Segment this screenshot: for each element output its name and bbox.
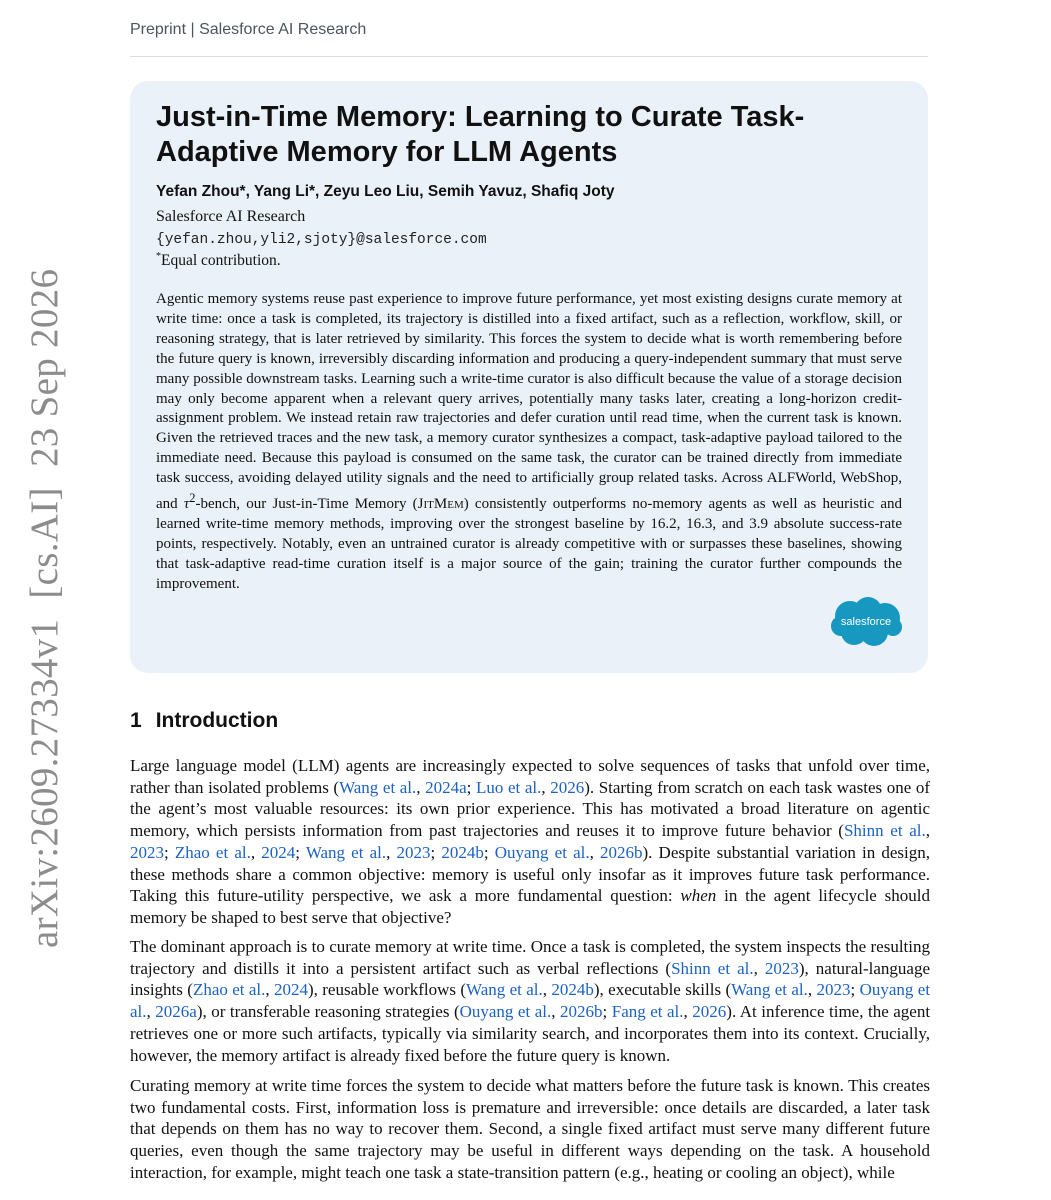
author-email[interactable]: {yefan.zhou,yli2,sjoty}@salesforce.com: [156, 232, 487, 248]
paper-title: Just-in-Time Memory: Learning to Curate Task-Adaptive Memory for LLM Agents: [156, 101, 805, 168]
citation-link[interactable]: Ouyang et al.: [494, 842, 590, 862]
citation-link[interactable]: 2023: [396, 842, 431, 862]
salesforce-cloud-logo: [828, 596, 904, 648]
citation-link[interactable]: 2024: [274, 980, 308, 1000]
citation-link[interactable]: 2026: [692, 1002, 727, 1022]
citation-link[interactable]: Wang et al.: [466, 980, 543, 1000]
citation-link[interactable]: Zhao et al.: [174, 842, 251, 862]
citation-link[interactable]: Wang et al.: [305, 842, 387, 862]
citation-link[interactable]: Luo et al.: [476, 777, 542, 797]
citation-link[interactable]: Wang et al.: [339, 777, 417, 797]
logo-wordmark: salesforce: [840, 616, 892, 628]
citation-link[interactable]: 2026b: [600, 842, 643, 862]
citation-link[interactable]: Zhao et al.: [192, 980, 266, 1000]
intro-paragraph-2: The dominant approach is to curate memory at write time. Once a task is completed, the system inspects the resulting trajectory and distills it into a persistent artifact such as verbal reflections (Shinn et al., 2023), natural-language insights (Zhao et al., 2024), reusable workflows (Wang et al., 2024b), executable skills (Wang et al., 2023; Ouyang et al., 2026a), or transferable reasoning strategies (Ouyang et al., 2026b; Fang et al., 2026). At inference time, the agent retrieves one or more such artifacts, typically via similarity search, and incorporates them into its context. Crucially, however, the memory artifact is already fixed before the future query is known.: [130, 937, 931, 1065]
affiliation: Salesforce AI Research: [156, 208, 306, 225]
abstract: Agentic memory systems reuse past experience to improve future performance, yet most existing designs curate memory at write time: once a task is completed, its trajectory is distilled into a fixed artifact, such as a reflection, workflow, skill, or reasoning strategy, that is later retrieved by similarity. This forces the system to decide what is worth remembering before the future query is known, irreversibly discarding information and producing a query-independent summary that must serve many possible downstream tasks. Learning such a write-time curator is also difficult because the value of a storage decision may only become apparent when a relevant query arrives, potentially many tasks later, creating a long-horizon credit-assignment problem. We instead retain raw trajectories and defer curation until read time, when the current task is known. Given the retrieved traces and the new task, a memory curator synthesizes a compact, task-adaptive payload tailored to the immediate need. Because this payload is consumed on the same task, the curator can be trained directly from immediate task success, avoiding delayed utility signals and the need to artificially group related tasks. Across ALFWorld, WebShop, and $\tau^2$-bench, our Just-in-Time Memory (JitMem) consistently outperforms no-memory agents as well as heuristic and learned write-time memory methods, improving over the strongest baseline by 16.2, 16.3, and 3.9 absolute success-rate points, respectively. Notably, even an untrained curator is already competitive with or surpasses these baselines, showing that task-adaptive read-time curation itself is a major source of the gain; training the curator further compounds the improvement.: [156, 291, 902, 592]
citation-link[interactable]: 2024b: [441, 842, 484, 862]
contribution-note: [156, 251, 281, 270]
citation-link[interactable]: Ouyang et al.: [130, 980, 931, 1022]
citation-link[interactable]: 2026: [550, 777, 585, 797]
author-list: Yefan Zhou*, Yang Li*, Zeyu Leo Liu, Semih Yavuz, Shafiq Joty: [156, 183, 615, 200]
running-header: [130, 20, 928, 57]
intro-paragraph-3: Curating memory at write time forces the system to decide what matters before the future task is known. This creates two fundamental costs. First, information loss is premature and irreversible: once details are discarded, a later task that depends on them has no way to recover them. Second, a single fixed artifact must serve many different future queries, even though the same trajectory may be useful in different ways depending on the task. A household interaction, for example, might teach one task a state-transition pattern (e.g., heating or cooling an object), while: [130, 1076, 930, 1182]
arxiv-sidebar-stamp: arXiv:2609.27334v1 [cs.AI] 23 Sep 2026: [23, 268, 66, 948]
citation-link[interactable]: 2024: [261, 842, 296, 862]
running-head-text: Preprint | Salesforce AI Research: [130, 21, 367, 38]
citation-link[interactable]: Shinn et al.: [671, 958, 754, 978]
citation-link[interactable]: 2026a: [155, 1002, 197, 1022]
citation-link[interactable]: 2024b: [551, 980, 594, 1000]
contribution-text: Equal contribution.: [161, 252, 281, 270]
citation-link[interactable]: Wang et al.: [731, 980, 808, 1000]
contribution-mark: *: [156, 251, 161, 262]
intro-paragraph-1: Large language model (LLM) agents are increasingly expected to solve sequences of tasks that unfold over time, rather than isolated problems (Wang et al., 2024a; Luo et al., 2026). Starting from scratch on each task wastes one of the agent’s most valuable resources: its own prior experience. This has motivated a broad literature on agentic memory, which persists information from past trajectories and reuses it to improve future behavior (Shinn et al., 2023; Zhao et al., 2024; Wang et al., 2023; 2024b; Ouyang et al., 2026b). Despite substantial variation in design, these methods share a common objective: memory is useful only insofar as it improves future task performance. Taking this future-utility perspective, we ask a more fundamental question: when in the agent lifecycle should memory be shaped to best serve that objective?: [130, 756, 931, 927]
citation-link[interactable]: 2026b: [560, 1002, 603, 1022]
section-title: Introduction: [155, 709, 279, 732]
citation-link[interactable]: 2024a: [425, 777, 467, 797]
section-number: 1: [130, 709, 142, 732]
emphasis-when: when: [680, 886, 717, 906]
citation-link[interactable]: Ouyang et al.: [459, 1002, 552, 1022]
citation-link[interactable]: 2023: [130, 842, 164, 862]
citation-link[interactable]: 2023: [816, 980, 851, 1000]
method-acronym: JitMem: [417, 496, 464, 513]
section-heading-introduction: [130, 709, 278, 733]
citation-link[interactable]: Shinn et al.: [843, 821, 926, 841]
tau-symbol: τ: [183, 496, 190, 513]
citation-link[interactable]: Fang et al.: [611, 1002, 684, 1022]
citation-link[interactable]: 2023: [764, 958, 799, 978]
